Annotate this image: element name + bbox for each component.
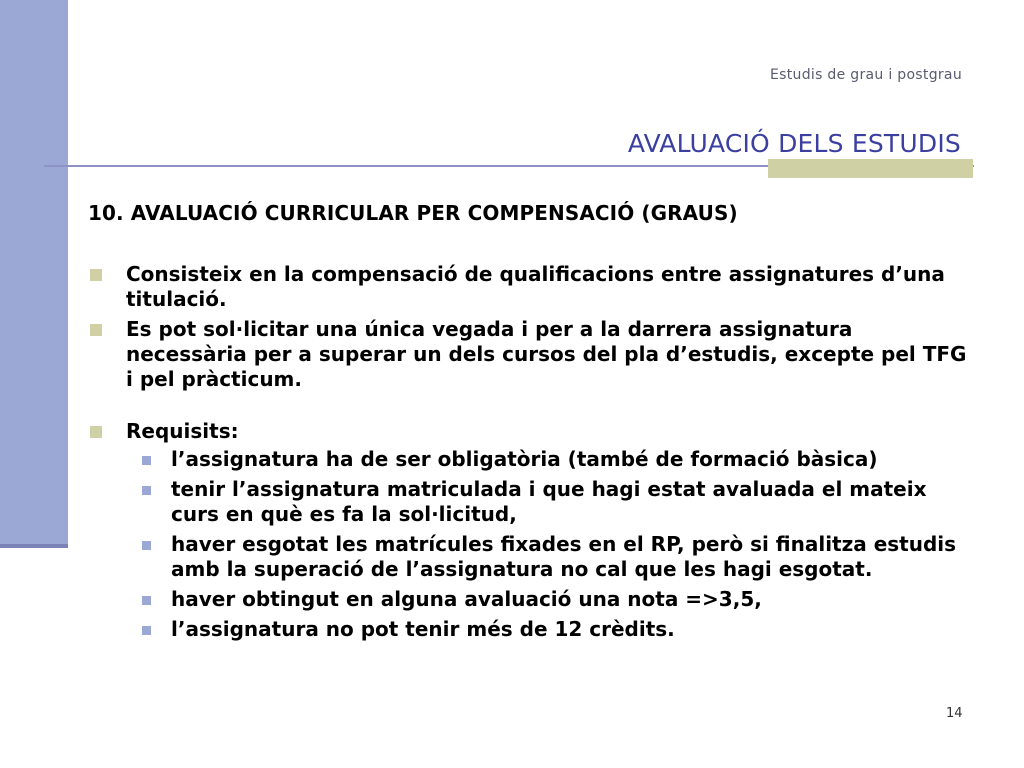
requirement-text: tenir l’assignatura matriculada i que hagi estat avaluada el mateix curs en què es fa la sol·licitud,	[171, 477, 927, 526]
small-square-bullet-icon	[142, 596, 151, 605]
section-heading: 10. AVALUACIÓ CURRICULAR PER COMPENSACIÓ (GRAUS)	[88, 201, 738, 225]
requirement-text: haver obtingut en alguna avaluació una nota =>3,5,	[171, 587, 762, 611]
small-square-bullet-icon	[142, 486, 151, 495]
left-decorative-bar	[0, 0, 68, 547]
square-bullet-icon	[90, 324, 102, 336]
bullet-item	[90, 317, 970, 392]
small-square-bullet-icon	[142, 541, 151, 550]
small-square-bullet-icon	[142, 626, 151, 635]
square-bullet-icon	[90, 269, 102, 281]
small-square-bullet-icon	[142, 456, 151, 465]
bullet-text: Consisteix en la compensació de qualificacions entre assignatures d’una titulació.	[126, 262, 945, 311]
header-accent-block	[768, 159, 973, 178]
slide-title: AVALUACIÓ DELS ESTUDIS	[627, 129, 961, 158]
requirement-item	[136, 532, 970, 582]
left-bar-underline	[0, 544, 68, 548]
requirement-item	[136, 587, 970, 612]
bullet-item	[90, 262, 970, 312]
requirement-item	[136, 617, 970, 642]
requirement-text: haver esgotat les matrícules fixades en el RP, però si finalitza estudis amb la superació de l’assignatura no cal que les hagi esgotat.	[171, 532, 957, 581]
bullet-text: Es pot sol·licitar una única vegada i per a la darrera assignatura necessària per a superar un dels cursos del pla d’estudis, excepte pel TFG i pel pràcticum.	[126, 317, 967, 391]
requirement-item	[136, 447, 970, 472]
square-bullet-icon	[90, 426, 102, 438]
slide-subtitle: Estudis de grau i postgrau	[770, 67, 962, 83]
slide-content	[90, 262, 970, 642]
requirement-text: l’assignatura no pot tenir més de 12 crèdits.	[171, 617, 675, 641]
requirements-list	[90, 447, 970, 642]
page-number: 14	[946, 706, 963, 721]
bullet-item	[90, 419, 970, 444]
bullet-text: Requisits:	[126, 419, 239, 443]
requirement-item	[136, 477, 970, 527]
requirement-text: l’assignatura ha de ser obligatòria (també de formació bàsica)	[171, 447, 878, 471]
